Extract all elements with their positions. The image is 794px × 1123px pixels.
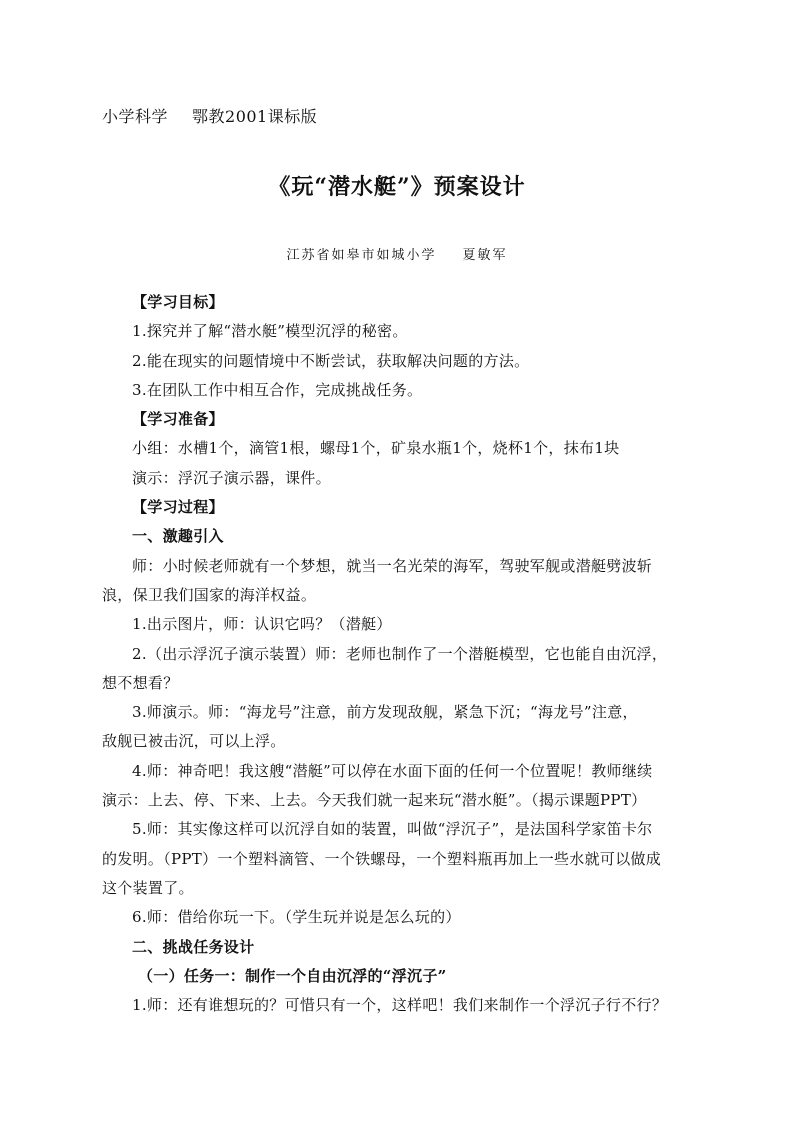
author-school: 江苏省如皋市如城小学 — [286, 248, 437, 263]
paragraph-line: 1.出示图片，师：认识它吗？（潜艇） — [132, 615, 392, 634]
paragraph-line: 小组：水槽1个，滴管1根，螺母1个，矿泉水瓶1个，烧杯1个，抹布1块 — [132, 439, 620, 458]
paragraph-line: 的发明。（PPT）一个塑料滴管、一个铁螺母，一个塑料瓶再加上一些水就可以做成 — [102, 849, 662, 868]
paragraph-line: 4.师：神奇吧！我这艘“潜艇”可以停在水面下面的任何一个位置呢！教师继续 — [132, 761, 653, 780]
document-header — [102, 104, 317, 127]
paragraph-line: 【学习准备】 — [132, 410, 224, 429]
paragraph-line: 这个装置了。 — [102, 878, 194, 897]
paragraph-line: 一、激趣引入 — [132, 527, 224, 546]
paragraph-line: 3.师演示。师：“海龙号”注意，前方发现敌舰，紧急下沉；“海龙号”注意， — [132, 703, 638, 722]
subject-label: 小学科学 — [102, 107, 169, 126]
paragraph-line: 1.探究并了解“潜水艇”模型沉浮的秘密。 — [132, 322, 408, 341]
paragraph-line: 演示：浮沉子演示器，课件。 — [132, 468, 331, 487]
paragraph-line: 师：小时候老师就有一个梦想，就当一名光荣的海军，驾驶军舰或潜艇劈波斩 — [132, 556, 653, 575]
edition-label: 鄂教2001课标版 — [192, 107, 318, 126]
author-name: 夏敏军 — [462, 248, 508, 263]
paragraph-line: 二、挑战任务设计 — [132, 937, 255, 956]
paragraph-line: 敌舰已被击沉，可以上浮。 — [102, 732, 286, 751]
document-body — [102, 288, 694, 1020]
paragraph-line: 演示：上去、停、下来、上去。今天我们就一起来玩“潜水艇”。（揭示课题PPT） — [102, 791, 647, 810]
paragraph-line: 【学习过程】 — [132, 498, 224, 517]
paragraph-line: 2.能在现实的问题情境中不断尝试，获取解决问题的方法。 — [132, 351, 530, 370]
paragraph-line: （一）任务一：制作一个自由沉浮的“浮沉子” — [138, 966, 447, 985]
paragraph-line: 3.在团队工作中相互合作，完成挑战任务。 — [132, 380, 423, 399]
document-title: 《玩“潜水艇”》预案设计 — [268, 174, 526, 200]
paragraph-line: 【学习目标】 — [132, 293, 224, 311]
paragraph-line: 6.师：借给你玩一下。（学生玩并说是怎么玩的） — [132, 908, 461, 927]
paragraph-line: 1.师：还有谁想玩的？可惜只有一个，这样吧！我们来制作一个浮沉子行不行？ — [132, 996, 668, 1015]
paragraph-line: 想不想看？ — [102, 673, 179, 692]
paragraph-line: 5.师：其实像这样可以沉浮自如的装置，叫做“浮沉子”，是法国科学家笛卡尔 — [132, 820, 653, 839]
paragraph-line: 2.（出示浮沉子演示装置）师：老师也制作了一个潜艇模型，它也能自由沉浮， — [132, 644, 668, 663]
author-line — [0, 244, 794, 263]
paragraph-line: 浪，保卫我们国家的海洋权益。 — [102, 585, 317, 604]
